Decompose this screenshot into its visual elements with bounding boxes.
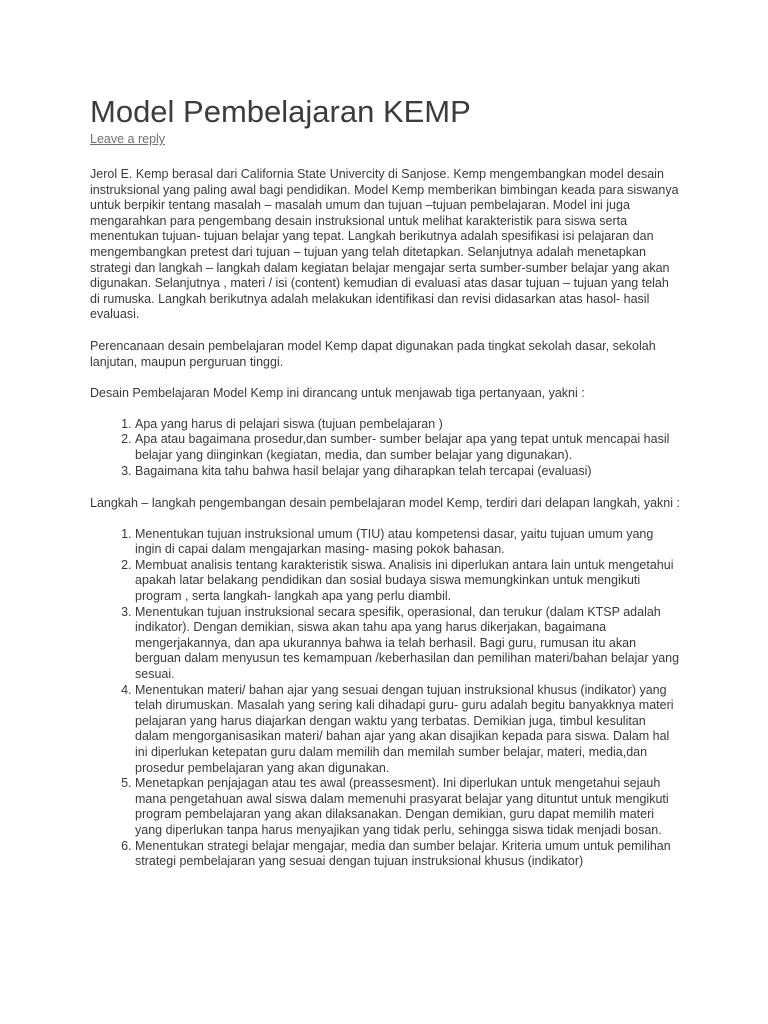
steps-intro-paragraph: Langkah – langkah pengembangan desain pembelajaran model Kemp, terdiri dari delapan langkah, yakni : bbox=[90, 496, 680, 511]
questions-intro-paragraph: Desain Pembelajaran Model Kemp ini dirancang untuk menjawab tiga pertanyaan, yakni : bbox=[90, 386, 585, 401]
usage-paragraph: Perencanaan desain pembelajaran model Kemp dapat digunakan pada tingkat sekolah dasar, sekolah lanjutan, maupun perguruan tinggi. bbox=[90, 338, 656, 369]
list-item: 3. Bagaimana kita tahu bahwa hasil belajar yang diharapkan telah tercapai (evaluasi) bbox=[135, 464, 680, 480]
list-item: 2. Membuat analisis tentang karakteristik siswa. Analisis ini diperlukan antara lain untuk mengetahui apakah latar belakang pendidikan dan sosial budaya siswa memungkinkan untuk mengikuti program , serta langkah- langkah apa yang perlu diambil. bbox=[135, 558, 680, 605]
list-item: 4. Menentukan materi/ bahan ajar yang sesuai dengan tujuan instruksional khusus (indikator) yang telah dirumuskan. Masalah yang sering kali dihadapi guru- guru adalah begitu banyakknya materi pelajaran yang harus diajarkan dengan waktu yang terbatas. Demikian juga, timbul kesulitan dalam mengorganisasikan materi/ bahan ajar yang akan disajikan kepada para siswa. Dalam hal ini diperlukan ketepatan guru dalam memilih dan memilah sumber belajar, materi, media,dan prosedur pembelajaran yang akan digunakan. bbox=[135, 683, 680, 777]
steps-list bbox=[90, 527, 680, 870]
article-title: Model Pembelajaran KEMP bbox=[90, 94, 471, 129]
intro-paragraph: Jerol E. Kemp berasal dari California State Univercity di Sanjose. Kemp mengembangkan model desain instruksional yang paling awal bagi pendidikan. Model Kemp memberikan bimbingan keada para siswanya untuk berpikir tentang masalah – masalah umum dan tujuan –tujuan pembelajaran. Model ini juga mengarahkan para pengembang desain instruksional untuk melihat karakteristik para siswa serta menentukan tujuan- tujuan belajar yang tepat. Langkah berikutnya adalah spesifikasi isi pelajaran dan mengembangkan pretest dari tujuan – tujuan yang telah ditetapkan. Selanjutnya adalah menetapkan strategi dan langkah – langkah dalam kegiatan belajar mengajar serta sumber-sumber belajar yang akan digunakan. Selanjutnya , materi / isi (content) kemudian di evaluasi atas dasar tujuan – tujuan yang telah di rumuska. Langkah berikutnya adalah melakukan identifikasi dan revisi didasarkan atas hasol- hasil evaluasi. bbox=[90, 167, 679, 322]
list-item: 5. Menetapkan penjajagan atau tes awal (preassesment). Ini diperlukan untuk mengetahui sejauh mana pengetahuan awal siswa dalam memenuhi prasyarat belajar yang dituntut untuk mengikuti program pembelajaran yang akan dilaksanakan. Dengan demikian, guru dapat memilih materi yang diperlukan tanpa harus menyajikan yang tidak perlu, sehingga siswa tidak menjadi bosan. bbox=[135, 776, 680, 838]
article bbox=[90, 94, 680, 870]
list-item: 1. Menentukan tujuan instruksional umum (TIU) atau kompetensi dasar, yaitu tujuan umum yang ingin di capai dalam mengajarkan masing- masing pokok bahasan. bbox=[135, 527, 680, 558]
leave-reply-link[interactable]: Leave a reply bbox=[90, 132, 166, 146]
list-item: 3. Menentukan tujuan instruksional secara spesifik, operasional, dan terukur (dalam KTSP adalah indikator). Dengan demikian, siswa akan tahu apa yang harus dikerjakan, bagaimana mengerjakannya, dan apa ukurannya bahwa ia telah berhasil. Bagi guru, rumusan itu akan berguan dalam menyusun tes kemampuan /keberhasilan dan pemilihan materi/bahan belajar yang sesuai. bbox=[135, 605, 680, 683]
list-item: 2. Apa atau bagaimana prosedur,dan sumber- sumber belajar apa yang tepat untuk mencapai hasil belajar yang diinginkan (kegiatan, media, dan sumber belajar yang digunakan). bbox=[135, 432, 680, 463]
list-item: 1. Apa yang harus di pelajari siswa (tujuan pembelajaran ) bbox=[135, 417, 680, 433]
questions-list bbox=[90, 417, 680, 479]
list-item: 6. Menentukan strategi belajar mengajar, media dan sumber belajar. Kriteria umum untuk pemilihan strategi pembelajaran yang sesuai dengan tujuan instruksional khusus (indikator) bbox=[135, 839, 680, 870]
